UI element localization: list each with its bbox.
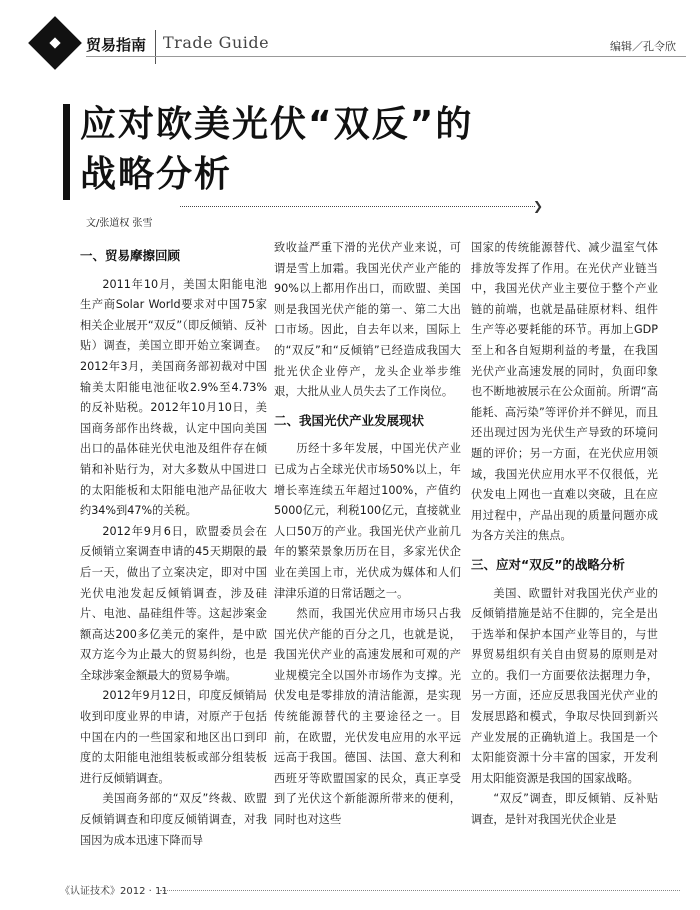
dotted-divider [180,206,535,207]
paragraph: 2012年9月12日，印度反倾销局收到印度业界的申请，对原产于包括中国在内的一些国家和地区出口到印度的太阳能电池组装板或部分组装板进行反倾销调查。 [80,689,267,785]
section-title-en: Trade Guide [163,33,270,52]
editor-credit: 编辑／孔令欣 [610,40,676,53]
paragraph: 2012年9月6日，欧盟委员会在反倾销立案调查申请的45天期限的最后一天，做出了立案决定，即对中国光伏电池发起反倾销调查，涉及硅片、电池、晶硅组件等。这起涉案金额高达200多亿美元的案件，是中欧双方迄今为止最大的贸易纠纷，也是全球涉案金额最大的贸易争端。 [80,524,267,682]
section-heading-2: 二、我国光伏产业发展现状 [274,412,425,428]
section-heading-1: 一、贸易摩擦回顾 [80,248,181,263]
section-heading-3: 三、应对“双反”的战略分析 [471,556,625,572]
paragraph: 致收益严重下滑的光伏产业来说，可谓是雪上加霜。我国光伏产业产能的90%以上都用作出口，而欧盟、美国则是我国光伏产能的第一、第二大出口市场。因此，自去年以来，国际上的“双反”和“反倾销”已经造成我国大批光伏企业停产，龙头企业举步维艰，大批从业人员失去了工作岗位。 [274,241,461,399]
article-title-line2: 战略分析 [80,154,233,195]
text-column-1 [80,238,267,851]
section-separator [155,30,156,64]
paragraph: 历经十多年发展，中国光伏产业已成为占全球光伏市场50%以上，年增长率连续五年超过100%，产值约5000亿元，利税100亿元，直接就业人口50万的产业。我国光伏产业前几年的繁荣景象历历在目，多家光伏企业在美国上市，光伏成为媒体和人们津津乐道的日常话题之一。 [274,442,461,600]
page-footer: 《认证技术》2012 · 11 [60,886,168,897]
text-column-3 [471,238,658,831]
header-rule [86,56,686,57]
paragraph: 美国、欧盟针对我国光伏产业的反倾销措施是站不住脚的，完全是出于选举和保护本国产业等目的，与世界贸易组织有关自由贸易的原则是对立的。我们一方面要依法据理力争，另一方面，还应反思我国光伏产业的发展思路和模式，争取尽快回到新兴产业发展的正确轨道上。我国是一个太阳能资源十分丰富的国家，开发利用太阳能资源是我国的国家战略。 [471,586,658,785]
article-title-line1: 应对欧美光伏“双反”的 [80,104,474,145]
article-title [80,100,600,200]
page-header [0,0,700,80]
paragraph: “双反”调查，即反倾销、反补贴调查，是针对我国光伏企业是 [471,792,658,827]
text-column-2 [274,238,461,831]
paragraph: 国家的传统能源替代、减少温室气体排放等发挥了作用。在光伏产业链当中，我国光伏产业主要位于整个产业链的前端，也就是晶硅原材料、组件生产等必要耗能的环节。再加上GDP至上和各自短期利益的考量，在我国光伏产业高速发展的同时，负面印象也不断地被展示在公众面前。所谓“高能耗、高污染”等评价并不鲜见，而且还出现过因为光伏生产导致的环境问题的评价；另一方面，在光伏应用领域，我国光伏应用水平不仅很低，光伏发电上网也一直难以突破，且在应用过程中，产品出现的质量问题亦成为各方关注的焦点。 [471,241,658,543]
footer-rule [160,890,680,891]
article-author: 文/张道权 张雪 [86,218,153,229]
chevron-right-icon: ❯ [533,199,544,213]
paragraph: 美国商务部的“双反”终裁、欧盟反倾销调查和印度反倾销调查，对我国因为成本迅速下降而导 [80,792,267,847]
paragraph: 2011年10月，美国太阳能电池生产商Solar World要求对中国75家相关企业展开“双反”（即反倾销、反补贴）调查，美国立即开始立案调查。2012年3月，美国商务部初裁对中国输美太阳能电池征收2.9%至4.73%的反补贴税。2012年10月10日，美国商务部作出终裁，认定中国向美国出口的晶体硅光伏电池及组件存在倾销和补贴行为，对大多数从中国进口的太阳能板和太阳能电池产品征收大约34%到47%的关税。 [80,277,267,518]
section-title: 贸易指南 [86,36,147,54]
paragraph: 然而，我国光伏应用市场只占我国光伏产能的百分之几，也就是说，我国光伏产业的高速发展和可观的产业规模完全以国外市场作为支撑。光伏发电是零排放的清洁能源，是实现传统能源替代的主要途径之一。目前，在欧盟，光伏发电应用的水平远远高于我国。德国、法国、意大利和西班牙等欧盟国家的民众，真正享受到了光伏这个新能源所带来的便利，同时也对这些 [274,607,461,827]
title-accent-bar [63,104,70,200]
